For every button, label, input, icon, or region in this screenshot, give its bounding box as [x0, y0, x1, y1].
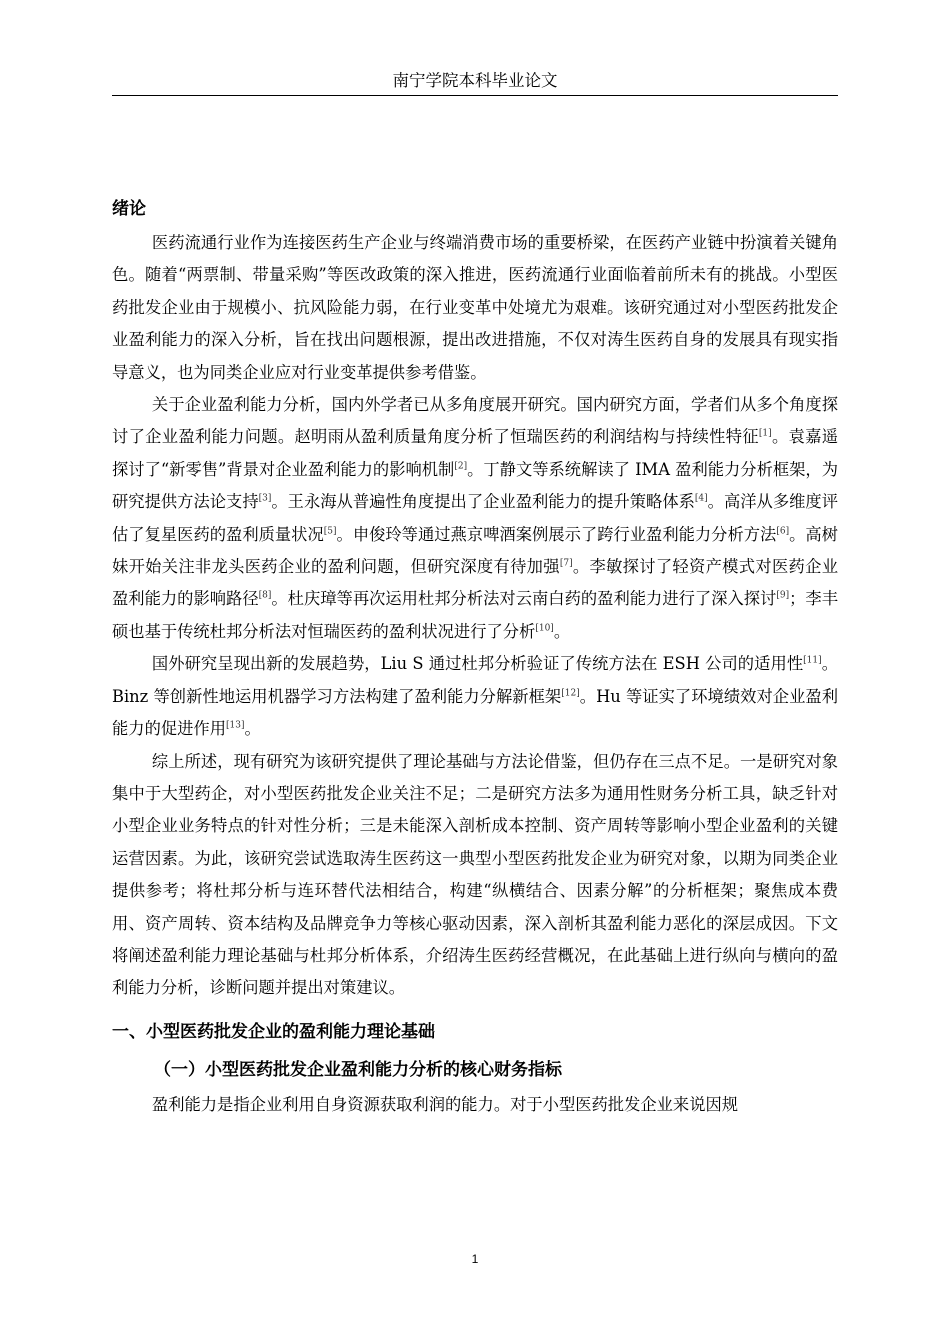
subsection-1-1-paragraph: 盈利能力是指企业利用自身资源获取利润的能力。对于小型医药批发企业来说因规	[151, 1094, 739, 1114]
paragraph-text: 。	[244, 719, 261, 739]
paragraph-text: 。申俊玲等通过燕京啤酒案例展示了跨行业盈利能力分析方法	[336, 524, 777, 544]
section-1-heading: 一、小型医药批发企业的盈利能力理论基础	[112, 1021, 435, 1042]
citation-ref: [12]	[561, 688, 580, 699]
paragraph-text: 。李敏探讨了轻资产模式对医药企业盈利能力的影响路径	[112, 557, 838, 609]
page-body	[112, 193, 838, 1121]
paragraph-text: 综上所述，现有研究为该研究提供了理论基础与方法论借鉴，但仍存在三点不足。一是研究对象集中于大型药企，对小型医药批发企业关注不足；二是研究方法多为通用性财务分析工具，缺乏针对小型企业业务特点的针对性分析；三是未能深入剖析成本控制、资产周转等影响小型企业盈利的关键运营因素。为此，该研究尝试选取涛生医药这一典型小型医药批发企业为研究对象，以期为同类企业提供参考；将杜邦分析与连环替代法相结合，构建“纵横结合、因素分解”的分析框架；聚焦成本费用、资产周转、资本结构及品牌竞争力等核心驱动因素，深入剖析其盈利能力恶化的深层成因。下文将阐述盈利能力理论基础与杜邦分析体系，介绍涛生医药经营概况，在此基础上进行纵向与横向的盈利能力分析，诊断问题并提出对策建议。	[112, 751, 838, 998]
intro-paragraph	[112, 648, 838, 745]
citation-ref: [2]	[454, 461, 468, 472]
paragraph-text: 。王永海从普遍性角度提出了企业盈利能力的提升策略体系	[271, 492, 695, 512]
paragraph-text: 。	[553, 621, 571, 641]
running-header: 南宁学院本科毕业论文	[392, 71, 558, 90]
paragraph-text: 医药流通行业作为连接医药生产企业与终端消费市场的重要桥梁，在医药产业链中扮演着关键角色。随着“两票制、带量采购”等医改政策的深入推进，医药流通行业面临着前所未有的挑战。小型医药批发企业由于规模小、抗风险能力弱，在行业变革中处境尤为艰难。该研究通过对小型医药批发企业盈利能力的深入分析，旨在找出问题根源，提出改进措施，不仅对涛生医药自身的发展具有现实指导意义，也为同类企业应对行业变革提供参考借鉴。	[112, 233, 838, 382]
intro-paragraph	[112, 227, 838, 389]
paragraph-text: 。丁静文等系统解读了 IMA 盈利能力分析框架，为研究提供方法论支持	[112, 459, 838, 512]
paragraph-text: 国外研究呈现出新的发展趋势，Liu S 通过杜邦分析验证了传统方法在 ESH 公司的适用性	[151, 654, 804, 674]
paragraph-text: 。高洋从多维度评估了复星医药的盈利质量状况	[112, 492, 838, 544]
citation-ref: [11]	[803, 655, 822, 666]
intro-heading: 绪论	[112, 199, 146, 219]
citation-ref: [5]	[323, 526, 337, 537]
paragraph-text: ；李丰硕也基于传统杜邦分析法对恒瑞医药的盈利状况进行了分析	[112, 589, 838, 641]
paragraph-text: 关于企业盈利能力分析，国内外学者已从多角度展开研究。国内研究方面，学者们从多个角度探讨了企业盈利能力问题。赵明雨从盈利质量角度分析了恒瑞医药的利润结构与持续性特征	[112, 395, 838, 447]
citation-ref: [9]	[776, 591, 790, 602]
paragraph-text: 。高树妹开始关注非龙头医药企业的盈利问题，但研究深度有待加强	[112, 524, 838, 577]
citation-ref: [8]	[258, 591, 272, 602]
citation-ref: [13]	[225, 720, 245, 731]
citation-ref: [3]	[258, 493, 272, 504]
citation-ref: [6]	[776, 526, 790, 537]
citation-ref: [10]	[535, 623, 554, 634]
paragraph-text: 。Hu 等证实了环境绩效对企业盈利能力的促进作用	[112, 686, 838, 739]
intro-paragraphs	[112, 227, 838, 1005]
page-number: 1	[471, 1252, 479, 1266]
citation-ref: [7]	[559, 558, 573, 569]
intro-paragraph	[112, 389, 838, 648]
citation-ref: [4]	[694, 493, 708, 504]
header-rule	[112, 95, 838, 96]
subsection-1-1-heading: （一）小型医药批发企业盈利能力分析的核心财务指标	[154, 1059, 562, 1080]
citation-ref: [1]	[758, 429, 772, 440]
intro-paragraph	[112, 746, 838, 1005]
paragraph-text: 。杜庆璋等再次运用杜邦分析法对云南白药的盈利能力进行了深入探讨	[271, 589, 777, 609]
paragraph-text: 。Binz 等创新性地运用机器学习方法构建了盈利能力分解新框架	[112, 654, 838, 706]
paragraph-text: 。袁嘉遥探讨了“新零售”背景对企业盈利能力的影响机制	[112, 427, 838, 479]
